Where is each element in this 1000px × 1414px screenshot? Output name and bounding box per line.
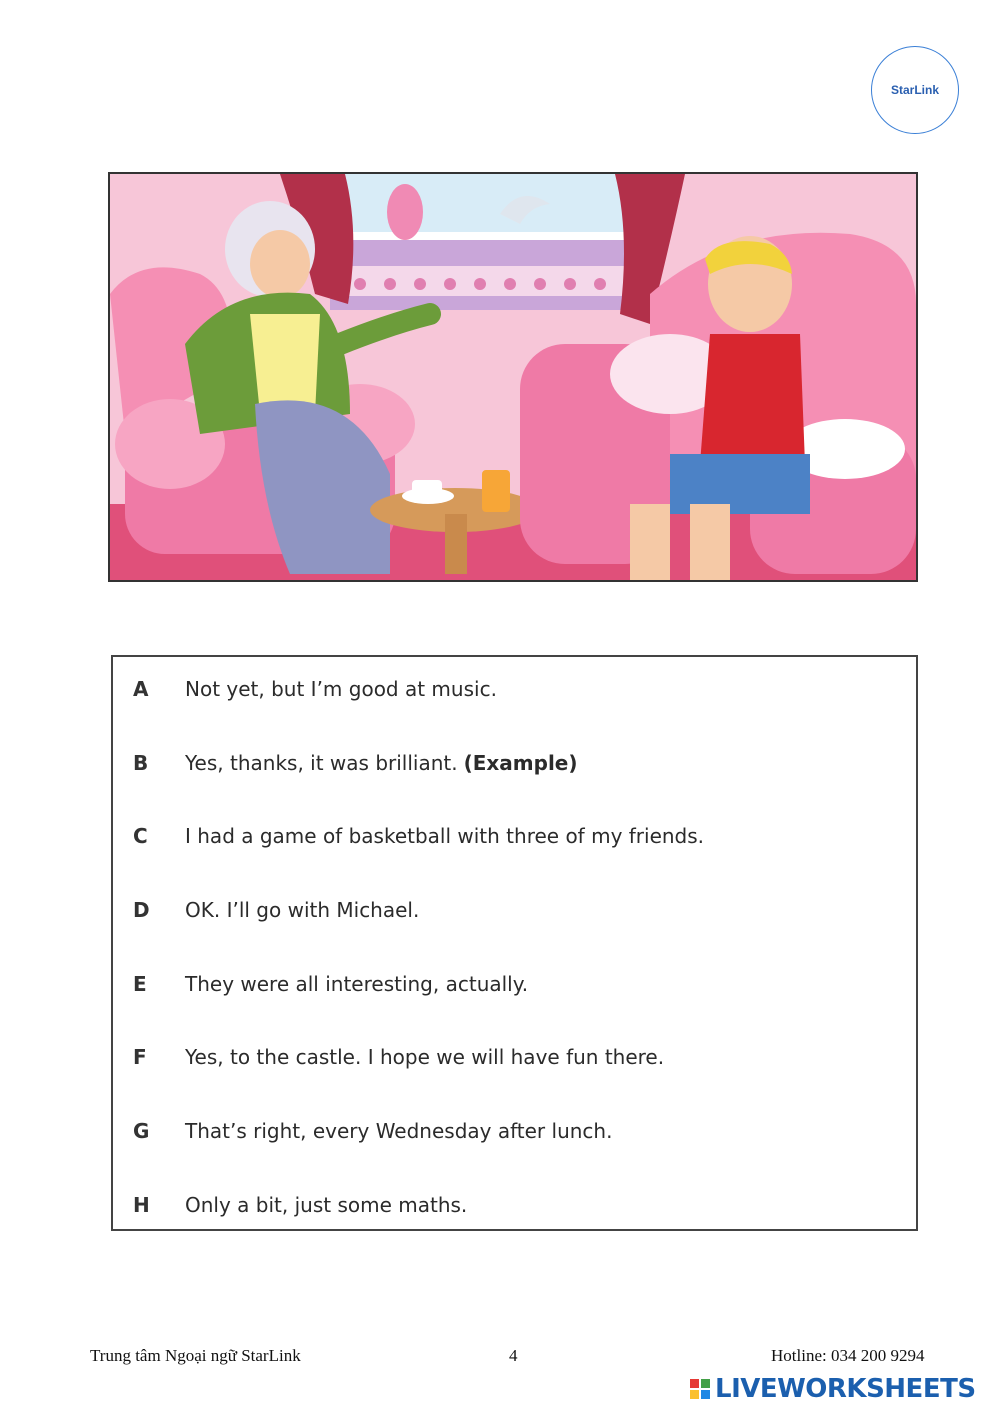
option-sentence: Not yet, but I’m good at music. (185, 677, 497, 701)
answer-option (113, 816, 704, 856)
option-sentence: Yes, thanks, it was brilliant. (185, 751, 458, 775)
option-letter: E (133, 972, 147, 996)
option-letter: H (133, 1193, 150, 1217)
option-text (185, 824, 704, 848)
option-sentence: That’s right, every Wednesday after lunch. (185, 1119, 613, 1143)
option-text (185, 1045, 664, 1069)
option-letter: A (133, 677, 149, 701)
answer-option (113, 1111, 612, 1151)
watermark-text: LIVEWORKSHEETS (715, 1374, 976, 1404)
answer-option (113, 964, 528, 1004)
logo-text: StarLink (890, 83, 939, 97)
option-letter: F (133, 1045, 147, 1069)
answer-option (113, 743, 578, 783)
option-text (185, 751, 578, 775)
option-text (185, 898, 419, 922)
illustration-svg (110, 174, 916, 580)
answer-option (113, 1185, 467, 1225)
option-text (185, 1193, 467, 1217)
answer-option (113, 669, 497, 709)
option-text (185, 972, 528, 996)
option-sentence: Only a bit, just some maths. (185, 1193, 468, 1217)
answer-option (113, 890, 419, 930)
liveworksheets-watermark (690, 1374, 976, 1404)
option-sentence: Yes, to the castle. I hope we will have fun there. (185, 1045, 665, 1069)
example-tag: (Example) (463, 751, 578, 775)
starlink-logo (871, 46, 959, 134)
answer-options-box (111, 655, 918, 1231)
option-text (185, 677, 497, 701)
illustration-grandmother-and-boy (108, 172, 918, 582)
option-sentence: OK. I’ll go with Michael. (185, 898, 420, 922)
option-sentence: I had a game of basketball with three of my friends. (185, 824, 705, 848)
option-letter: B (133, 751, 149, 775)
page-number: 4 (509, 1346, 518, 1365)
liveworksheets-logo-icon (690, 1379, 710, 1399)
footer-center-name: Trung tâm Ngoại ngữ StarLink (90, 1346, 301, 1365)
option-sentence: They were all interesting, actually. (185, 972, 529, 996)
option-text (185, 1119, 612, 1143)
option-letter: D (133, 898, 150, 922)
option-letter: C (133, 824, 148, 848)
footer-hotline: Hotline: 034 200 9294 (771, 1346, 925, 1365)
answer-option (113, 1037, 664, 1077)
option-letter: G (133, 1119, 150, 1143)
